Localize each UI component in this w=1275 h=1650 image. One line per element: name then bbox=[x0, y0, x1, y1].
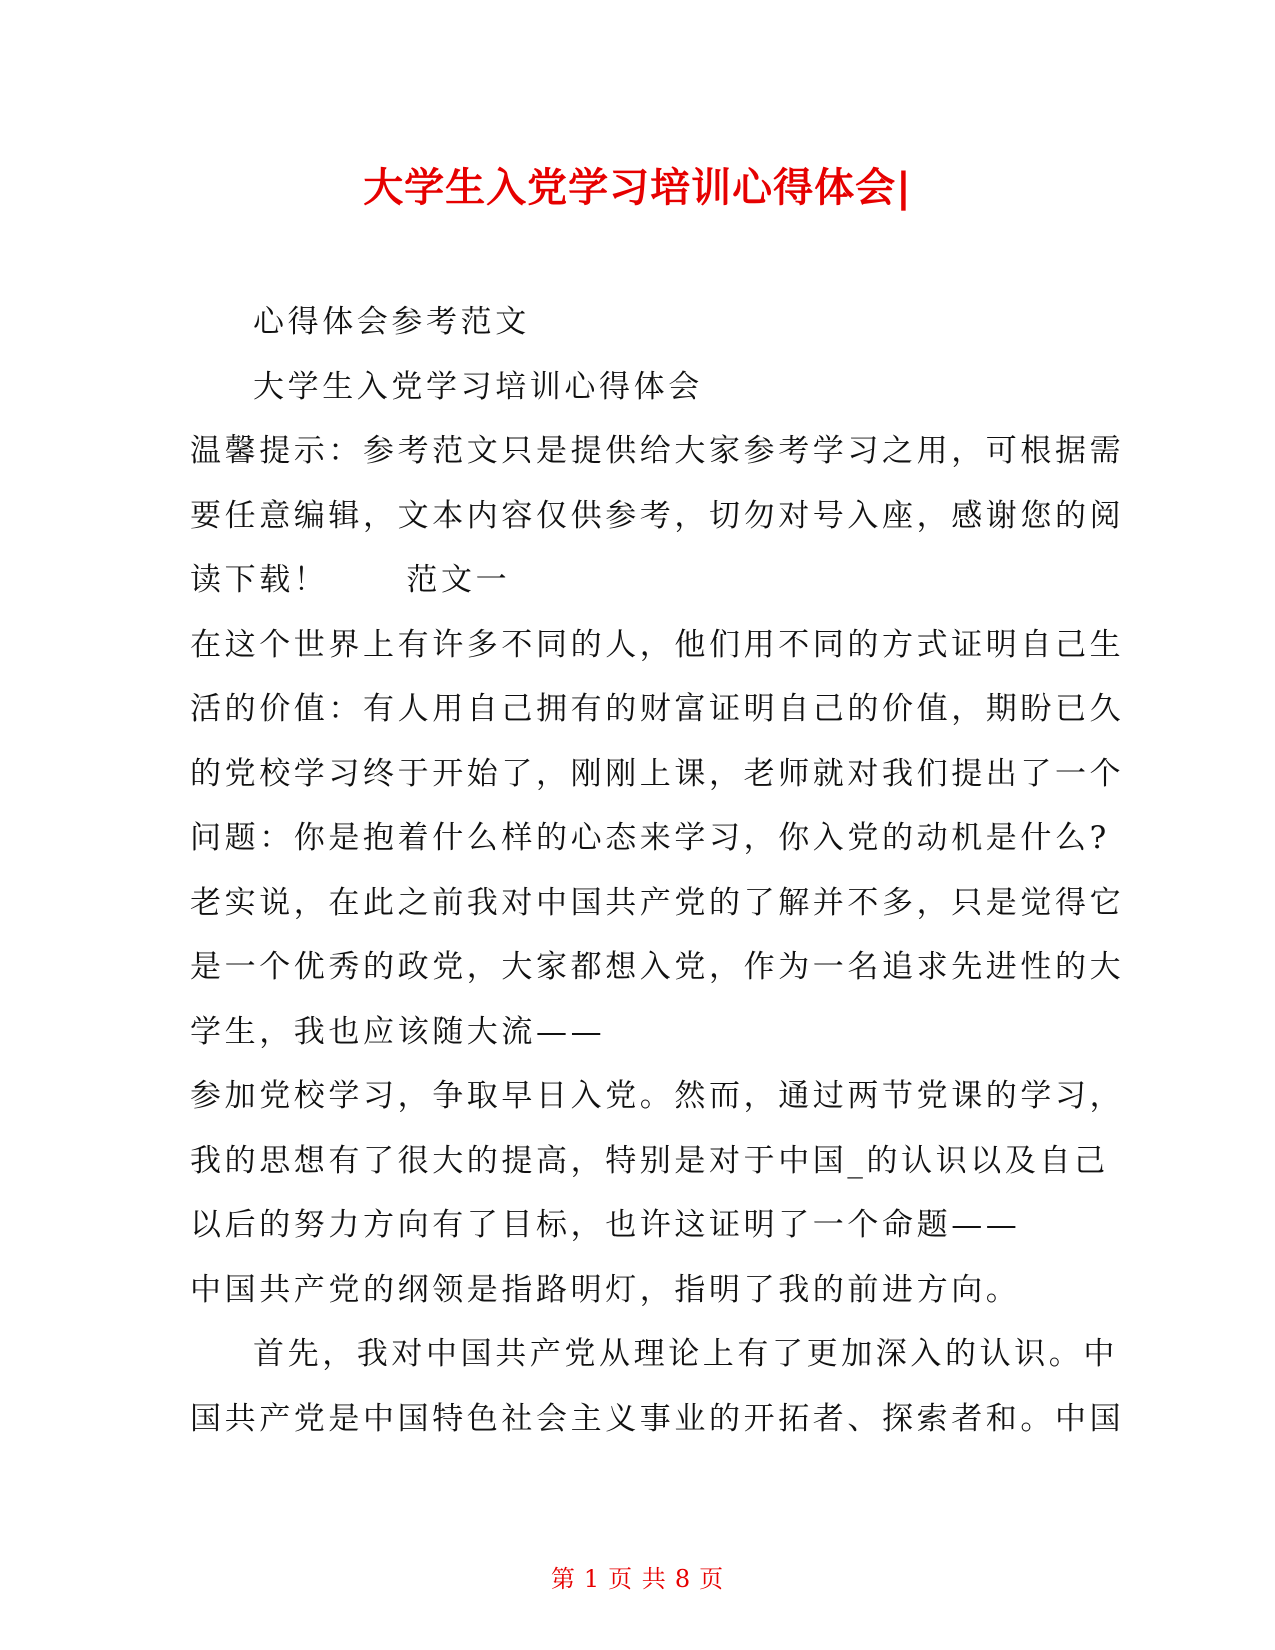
paragraph-line: 国共产党是中国特色社会主义事业的开拓者、探索者和。中国 bbox=[190, 1400, 1125, 1437]
paragraph-line: 以后的努力方向有了目标，也许这证明了一个命题—— bbox=[190, 1207, 1021, 1243]
footer-suffix: 页 bbox=[699, 1565, 725, 1593]
paragraph-line: 问题：你是抱着什么样的心态来学习，你入党的动机是什么? bbox=[190, 820, 1110, 856]
section-label: 范文一 bbox=[406, 562, 511, 598]
paragraph-line: 中国共产党的纲领是指路明灯，指明了我的前进方向。 bbox=[190, 1271, 1021, 1308]
paragraph-line: 是一个优秀的政党，大家都想入党，作为一名追求先进性的大 bbox=[190, 949, 1125, 985]
document-title: 大学生入党学习培训心得体会| bbox=[363, 165, 912, 211]
current-page-number: 1 bbox=[583, 1565, 601, 1593]
paragraph-line: 心得体会参考范文 bbox=[253, 304, 530, 340]
paragraph-line: 老实说，在此之前我对中国共产党的了解并不多，只是觉得它 bbox=[190, 884, 1125, 921]
paragraph-line: 活的价值：有人用自己拥有的财富证明自己的价值，期盼已久 bbox=[190, 691, 1125, 727]
total-page-count: 8 bbox=[674, 1565, 692, 1593]
paragraph-line: 要任意编辑，文本内容仅供参考，切勿对号入座，感谢您的阅 bbox=[190, 497, 1125, 534]
paragraph-line: 参加党校学习，争取早日入党。然而，通过两节党课的学习， bbox=[190, 1078, 1125, 1114]
line-segment: 读下载！ bbox=[190, 562, 329, 598]
document-body bbox=[190, 290, 1125, 1451]
footer-prefix: 第 bbox=[550, 1565, 576, 1593]
paragraph-line: 的党校学习终于开始了，刚刚上课，老师就对我们提出了一个 bbox=[190, 755, 1125, 792]
footer-middle: 页 共 bbox=[608, 1565, 667, 1593]
paragraph-line: 在这个世界上有许多不同的人，他们用不同的方式证明自己生 bbox=[190, 626, 1125, 663]
paragraph-line bbox=[190, 548, 1095, 613]
page-footer bbox=[0, 1562, 1275, 1596]
paragraph-line: 大学生入党学习培训心得体会 bbox=[253, 368, 703, 405]
paragraph-line: 首先，我对中国共产党从理论上有了更加深入的认识。中 bbox=[253, 1336, 1118, 1372]
paragraph-line: 温馨提示：参考范文只是提供给大家参考学习之用，可根据需 bbox=[190, 433, 1125, 469]
paragraph-line: 我的思想有了很大的提高，特别是对于中国_的认识以及自己 bbox=[190, 1142, 1109, 1179]
paragraph-line: 学生，我也应该随大流—— bbox=[190, 1013, 606, 1050]
